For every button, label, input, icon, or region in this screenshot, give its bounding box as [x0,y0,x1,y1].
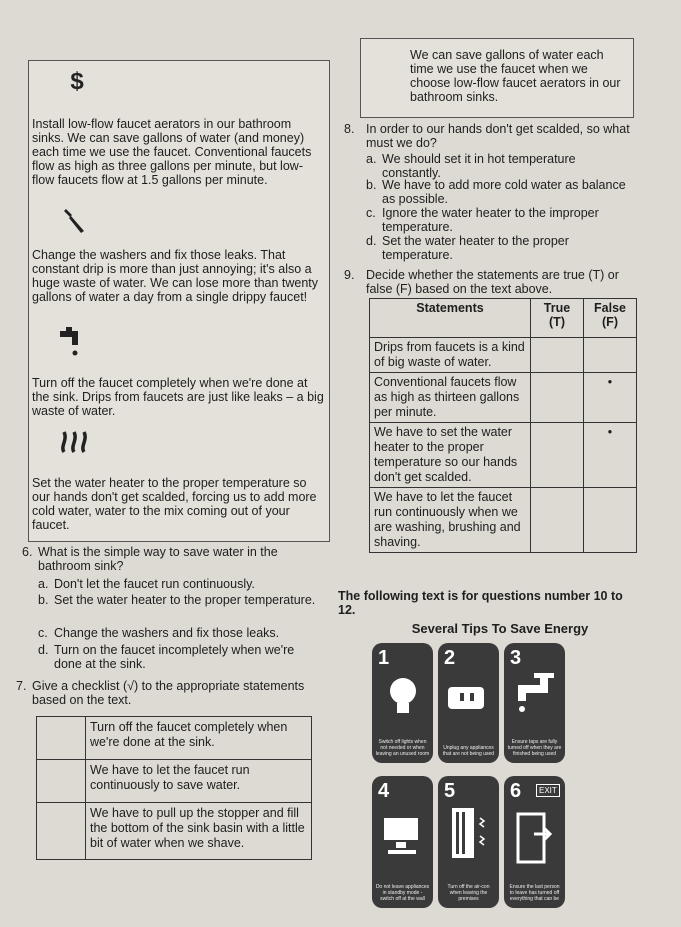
q7-check-cell[interactable] [37,803,86,860]
tip-number: 6 [510,780,522,802]
table-row [37,803,312,860]
q6-option-c[interactable]: Change the washers and fix those leaks. [54,626,280,640]
q9-false-cell[interactable]: • [584,373,637,423]
q6-option-b-letter: b. [38,593,49,607]
energy-tip-tile-5 [438,776,499,908]
q7-checklist-table [36,716,312,860]
tip-number: 3 [510,647,522,669]
q8-option-b-letter: b. [366,178,377,192]
q9-statement: We have to set the water heater to the proper temperature so our hands don't get scalded. [370,423,531,488]
air-conditioner-icon [450,806,490,862]
q7-check-cell[interactable] [37,760,86,803]
table-row [370,423,637,488]
table-header-row [370,299,637,338]
q7-statement: Turn off the faucet completely when we're done at the sink. [86,717,312,760]
heat-waves-icon [58,428,92,456]
table-row [370,373,637,423]
q9-statement: Conventional faucets flow as high as thirteen gallons per minute. [370,373,531,423]
q9-true-cell[interactable] [531,423,584,488]
q9-statement: Drips from faucets is a kind of big waste of water. [370,338,531,373]
energy-tip-tile-3 [504,643,565,763]
q8-option-c[interactable]: Ignore the water heater to the improper temperature. [382,206,599,234]
tip-caption: Ensure the last person to leave has turned off everything that can be [509,884,560,902]
table-row [37,717,312,760]
q7-stem: Give a checklist (√) to the appropriate statements based on the text. [32,679,305,707]
q8-option-d[interactable]: Set the water heater to the proper temperature. [382,234,569,262]
q9-true-cell[interactable] [531,373,584,423]
q6-number: 6. [22,545,33,559]
q8-option-a-letter: a. [366,152,377,166]
q6-option-a[interactable]: Don't let the faucet run continuously. [54,577,255,591]
q9-false-cell[interactable] [584,488,637,553]
q9-true-false-table [369,298,637,553]
exit-sign: EXIT [536,784,560,797]
q7-statement: We have to pull up the stopper and fill the bottom of the sink basin with a little bit of water when we shave. [86,803,312,860]
tap-icon [514,671,558,723]
dollar-icon: $ [70,68,84,95]
energy-tips-title: Several Tips To Save Energy [411,621,589,636]
light-bulb-icon [386,673,420,723]
q6-stem: What is the simple way to save water in the bathroom sink? [38,545,278,573]
computer-icon [380,812,426,858]
tip-caption: Switch off lights when not needed or when leaving an unused room [375,739,430,757]
q9-true-cell[interactable] [531,338,584,373]
q9-false-cell[interactable] [584,338,637,373]
true-header: True (T) [531,299,584,338]
q8-stem: In order to our hands don't get scalded, so what must we do? [366,122,630,150]
q8-option-b[interactable]: We have to add more cold water as balance as possible. [382,178,626,206]
wrench-icon [60,205,90,235]
tip-caption: Do not leave appliances in standby mode - switch off at the wall [375,884,430,902]
table-row [370,338,637,373]
tip-turn-off-text: Turn off the faucet completely when we're done at the sink. Drips from faucets are just like leaks – a big waste of water. [32,376,324,418]
energy-tip-tile-1 [372,643,433,763]
tip-caption: Unplug any appliances that are not being used [442,745,495,757]
tip-number: 2 [444,647,456,669]
tip-number: 4 [378,780,390,802]
q8-number: 8. [344,122,355,136]
tip-aerators-text: Install low-flow faucet aerators in our bathroom sinks. We can save gallons of water (and money) each time we use the faucet. Conventional faucets flow as high as three gallons per minute, but low-flow faucets flow at 1.5 gallons per minute. [32,117,312,187]
q6-option-b[interactable]: Set the water heater to the proper temperature. [54,593,316,607]
tip-caption: Ensure taps are fully turned off when they are finished being used [507,739,562,757]
exit-door-icon [514,810,558,866]
tip-number: 1 [378,647,390,669]
tip-water-heater-text: Set the water heater to the proper temperature so our hands don't get scalded, forcing us to add more cold water, water to the mix coming out of your faucet. [32,476,317,532]
energy-tip-tile-2 [438,643,499,763]
energy-tip-tile-4 [372,776,433,908]
tip-aerator-summary: We can save gallons of water each time we use the faucet when we choose low-flow faucet aerators in our bathroom sinks. [410,48,621,104]
false-header: False (F) [584,299,637,338]
q9-number: 9. [344,268,355,282]
q9-stem: Decide whether the statements are true (T) or false (F) based on the text above. [366,268,619,296]
tip-caption: Turn off the air-con when leaving the premises [447,884,490,902]
q8-option-c-letter: c. [366,206,376,220]
faucet-icon [56,325,92,361]
q8-option-a[interactable]: We should set it in hot temperature constantly. [382,152,576,180]
tip-washers-text: Change the washers and fix those leaks. That constant drip is more than just annoying; it's also a huge waste of water. We can lose more than twenty gallons of water a day from a single drippy faucet! [32,248,319,304]
q7-number: 7. [16,679,27,693]
energy-tip-tile-6 [504,776,565,908]
q6-option-a-letter: a. [38,577,49,591]
q9-false-cell[interactable]: • [584,423,637,488]
table-row [37,760,312,803]
statements-header: Statements [370,299,531,338]
q8-option-d-letter: d. [366,234,377,248]
q6-option-d[interactable]: Turn on the faucet incompletely when we're done at the sink. [54,643,295,671]
q9-statement: We have to let the faucet run continuously when we are washing, brushing and shaving. [370,488,531,553]
tip-number: 5 [444,780,456,802]
power-plug-icon [446,681,492,711]
q7-check-cell[interactable] [37,717,86,760]
q7-statement: We have to let the faucet run continuously to save water. [86,760,312,803]
table-row [370,488,637,553]
q10-intro-text: The following text is for questions number 10 to 12. [338,589,623,617]
q9-true-cell[interactable] [531,488,584,553]
q6-option-c-letter: c. [38,626,48,640]
q6-option-d-letter: d. [38,643,49,657]
